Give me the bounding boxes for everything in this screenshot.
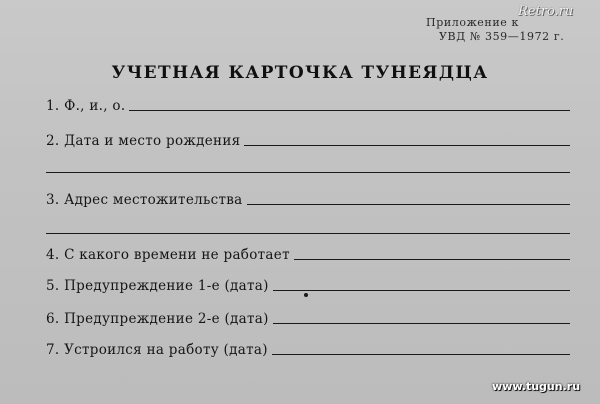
field-warning-2-label: 6. Предупреждение 2-е (дата) [46, 311, 269, 327]
field-warning-1 [46, 278, 570, 294]
field-birth-date-place-extra-line[interactable] [46, 172, 570, 173]
field-not-working-since-line[interactable] [294, 259, 570, 260]
ink-dot [304, 293, 308, 297]
field-employed-line[interactable] [272, 354, 570, 355]
field-warning-1-label: 5. Предупреждение 1-е (дата) [46, 278, 269, 294]
field-birth-date-place [46, 133, 570, 149]
field-birth-date-place-label: 2. Дата и место рождения [46, 133, 241, 149]
appendix-line-1: Приложение к [426, 16, 519, 29]
field-birth-date-place-line[interactable] [244, 145, 570, 146]
field-full-name-line[interactable] [129, 110, 570, 111]
field-employed [46, 342, 570, 358]
field-full-name-label: 1. Ф., и., о. [46, 98, 126, 114]
field-warning-2-line[interactable] [273, 323, 570, 324]
field-full-name [46, 98, 570, 114]
field-employed-label: 7. Устроился на работу (дата) [46, 342, 268, 358]
field-address-label: 3. Адрес местожительства [46, 192, 243, 208]
field-warning-1-line[interactable] [273, 290, 570, 291]
field-not-working-since [46, 247, 570, 263]
watermark-top: Retro.ru [518, 4, 574, 19]
field-not-working-since-label: 4. С какого времени не работает [46, 247, 290, 263]
appendix-note [426, 16, 564, 44]
appendix-line-2: УВД № 359—1972 г. [439, 30, 565, 43]
field-address-extra-line[interactable] [46, 233, 570, 234]
field-warning-2 [46, 311, 570, 327]
field-address [46, 192, 570, 208]
field-address-line[interactable] [247, 204, 570, 205]
card-title: УЧЕТНАЯ КАРТОЧКА ТУНЕЯДЦА [111, 63, 489, 83]
watermark-bottom: www.tugun.ru [492, 380, 581, 393]
